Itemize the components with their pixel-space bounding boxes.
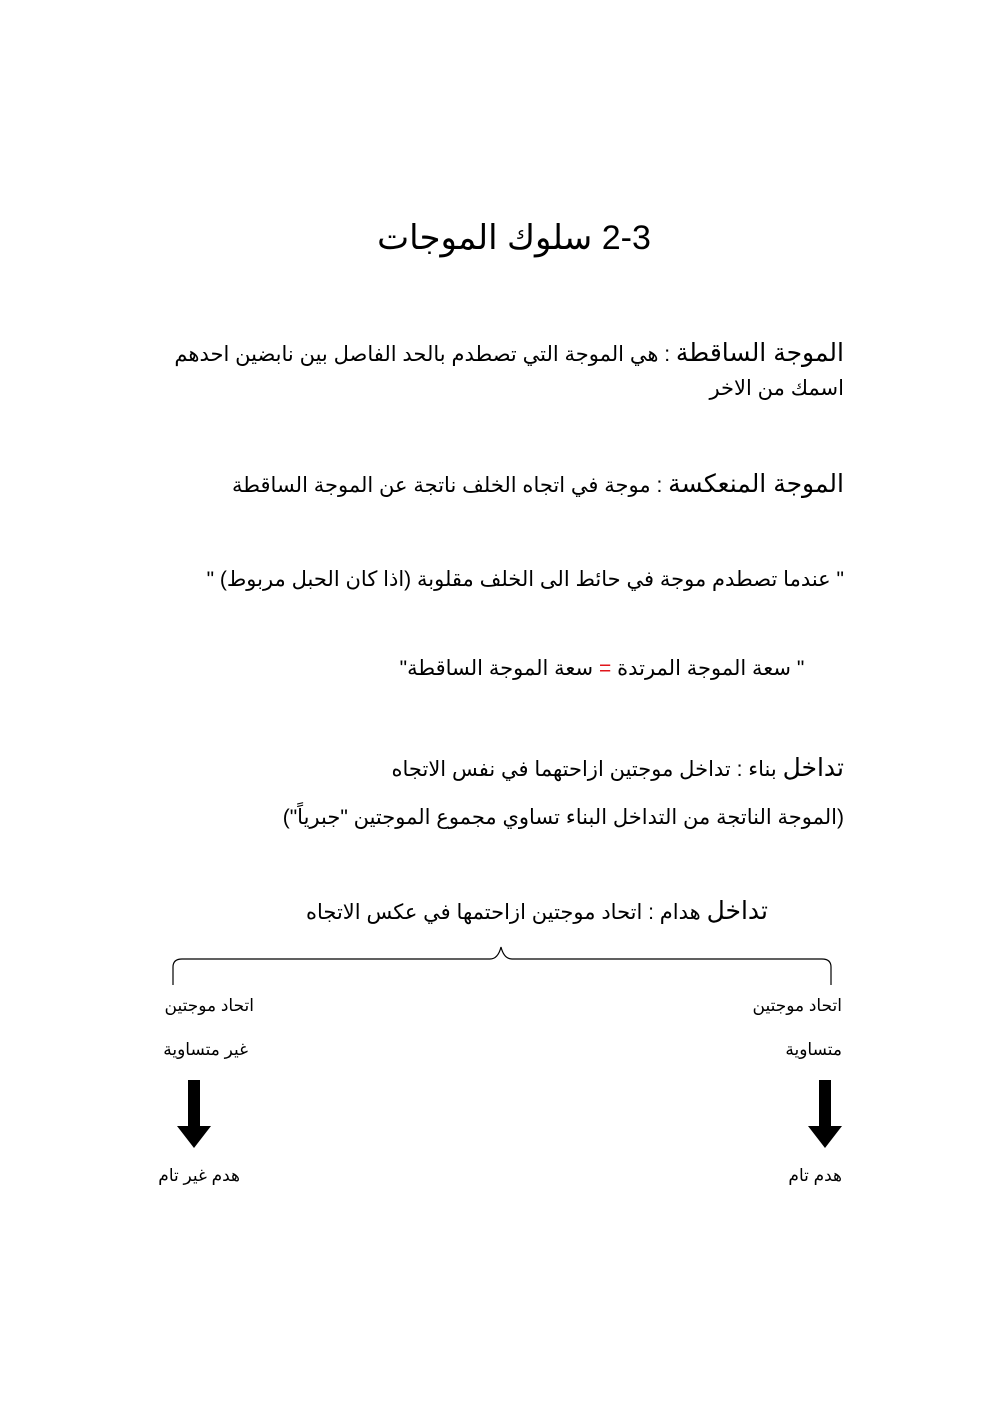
constructive-text: بناء : تداخل موجتين ازاحتهما في نفس الاتجاه xyxy=(391,758,783,781)
reflected-term: الموجة المنعكسة xyxy=(668,470,844,498)
incident-amplitude-text: سعة الموجة الساقطة" xyxy=(399,657,599,680)
left-branch-line1: اتحاد موجتين xyxy=(164,996,254,1015)
reflected-amplitude-text: " سعة الموجة المرتدة xyxy=(611,657,805,680)
right-branch-line1: اتحاد موجتين xyxy=(752,996,842,1015)
reflected-text: : موجة في اتجاه الخلف ناتجة عن الموجة الساقطة xyxy=(232,474,669,497)
incident-definition xyxy=(174,336,844,372)
constructive-term: تداخل xyxy=(782,754,844,782)
left-branch-result: هدم غير تام xyxy=(158,1166,240,1185)
incident-text: : هي الموجة التي تصطدم بالحد الفاصل بين نابضين احدهم xyxy=(174,343,676,366)
reflected-definition xyxy=(232,467,844,503)
equals-sign: = xyxy=(598,657,612,680)
branch-brace xyxy=(160,945,840,990)
destructive-definition xyxy=(306,894,768,930)
right-branch-result: هدم تام xyxy=(788,1166,842,1185)
page-title: 2-3 سلوك الموجات xyxy=(377,219,651,257)
incident-term: الموجة الساقطة xyxy=(675,339,844,367)
wall-note: " عندما تصطدم موجة في حائط الى الخلف مقلوبة (اذا كان الحبل مربوط) " xyxy=(206,568,844,591)
amplitude-equation xyxy=(0,656,992,681)
left-branch-line2: غير متساوية xyxy=(163,1040,248,1059)
right-branch-line2: متساوية xyxy=(785,1040,842,1059)
constructive-note: (الموجة الناتجة من التداخل البناء تساوي مجموع الموجتين "جبرياً") xyxy=(282,806,844,829)
destructive-term: تداخل xyxy=(706,897,768,925)
destructive-text: هدام : اتحاد موجتين ازاحتمها في عكس الاتجاه xyxy=(306,901,707,924)
down-arrow-icon xyxy=(177,1080,211,1148)
constructive-definition xyxy=(392,751,844,787)
incident-continuation: اسمك من الاخر xyxy=(709,377,844,400)
down-arrow-icon xyxy=(808,1080,842,1148)
